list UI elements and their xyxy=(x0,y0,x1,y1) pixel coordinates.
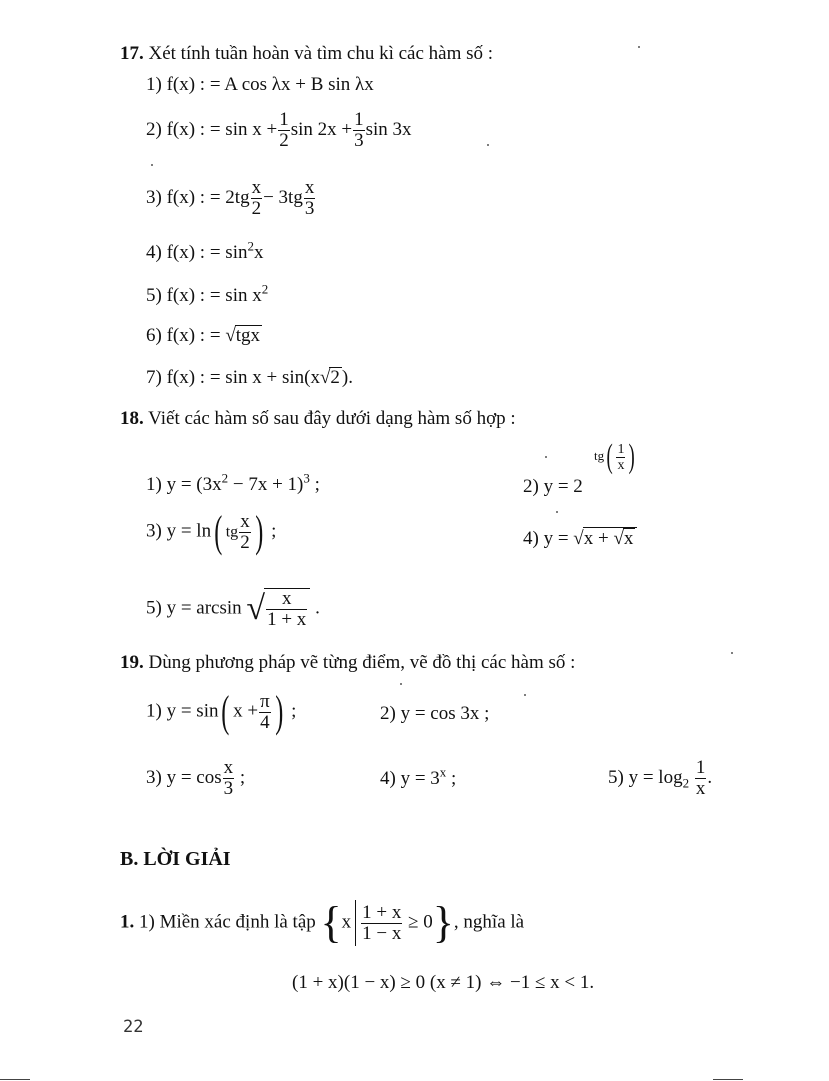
p19-item-4 xyxy=(380,764,457,790)
exponent-group xyxy=(594,440,638,474)
solution-1 xyxy=(120,900,524,946)
fraction xyxy=(223,758,235,799)
formula-rhs: A cos λx + B sin λx xyxy=(224,74,374,95)
formula-part: y = log xyxy=(628,766,683,788)
item-number: 3) xyxy=(146,766,162,788)
fraction-denominator: 1 − x xyxy=(362,922,402,944)
problem-number: 18. xyxy=(120,408,144,429)
formula-part: − 7x + 1) xyxy=(232,474,304,495)
item-number: 2) xyxy=(380,703,396,724)
scan-speck xyxy=(545,456,547,458)
formula-lhs: f(x) : = sin x xyxy=(166,285,262,306)
fraction-numerator: x xyxy=(251,177,262,198)
fraction-numerator: 1 xyxy=(354,109,364,130)
fraction-numerator: x xyxy=(240,510,250,532)
fraction xyxy=(259,692,271,733)
sqrt-icon: √ xyxy=(613,528,624,549)
item-number: 1) xyxy=(146,74,162,95)
p17-item-3 xyxy=(146,178,316,219)
fraction-numerator: 1 xyxy=(279,109,289,130)
p17-item-5 xyxy=(146,281,269,307)
fraction-denominator: 1 + x xyxy=(267,609,307,630)
p17-item-1 xyxy=(146,74,374,96)
p17-item-4 xyxy=(146,238,264,264)
scan-speck xyxy=(731,652,733,654)
formula-part: y = arcsin xyxy=(166,597,242,619)
inequality: ≥ 0 xyxy=(408,911,433,933)
problem-title: Dùng phương pháp vẽ từng điểm, vẽ đồ thị các hàm số : xyxy=(148,652,576,673)
formula-tail: x xyxy=(253,242,264,263)
item-number: 5) xyxy=(146,597,162,619)
p18-item-4 xyxy=(523,527,637,550)
problem-title: Xét tính tuần hoàn và tìm chu kì các hàm số : xyxy=(148,43,494,64)
item-number: 3) xyxy=(146,186,162,208)
problem-17-heading xyxy=(120,43,493,65)
set-bar xyxy=(355,900,356,946)
fraction-numerator: x xyxy=(304,177,315,198)
formula-tail: ). xyxy=(341,367,353,388)
radicand-part: x + xyxy=(583,528,609,549)
item-number: 3) xyxy=(146,520,162,542)
formula-part: ; xyxy=(239,766,246,788)
right-brace-icon: } xyxy=(432,898,454,947)
exponent: 2 xyxy=(221,470,229,486)
p19-item-2 xyxy=(380,703,489,725)
item-number: 1) xyxy=(146,700,162,722)
formula-part: ; xyxy=(451,768,457,789)
radicand: tgx xyxy=(235,325,261,346)
exponent: 2 xyxy=(261,281,269,297)
p19-item-1 xyxy=(146,687,297,736)
radicand: 2 xyxy=(330,367,340,388)
fraction-denominator: 2 xyxy=(279,130,289,151)
formula-lhs: f(x) : = sin x + xyxy=(166,118,278,140)
item-number: 2) xyxy=(146,118,162,140)
subscript: 2 xyxy=(682,775,690,791)
formula-part: ; xyxy=(484,703,490,724)
formula-lhs: f(x) : = sin x + sin(x xyxy=(166,367,320,388)
fraction-numerator: 1 xyxy=(695,757,706,778)
fraction-denominator: 3 xyxy=(223,778,234,799)
scan-speck xyxy=(400,683,402,685)
section-heading: B. LỜI GIẢI xyxy=(120,848,231,870)
formula-part: . xyxy=(707,766,713,788)
scan-edge xyxy=(713,1079,743,1080)
formula-middle: − 3tg xyxy=(263,186,303,208)
formula-lhs: f(x) : = xyxy=(166,74,221,95)
formula-part: ; xyxy=(309,474,320,495)
item-number: 5) xyxy=(146,285,162,306)
solution-text: 1) Miền xác định là tập xyxy=(139,911,316,933)
fraction xyxy=(251,178,263,219)
right-paren-icon: ) xyxy=(254,507,264,556)
formula-tail: sin 3x xyxy=(365,118,412,140)
left-paren-icon: ( xyxy=(214,507,223,556)
sqrt-icon: √ xyxy=(319,367,331,388)
p17-item-7 xyxy=(146,367,353,389)
left-brace-icon: { xyxy=(320,898,342,947)
right-paren-icon: ) xyxy=(274,687,284,736)
formula-part: ; xyxy=(291,700,297,722)
formula-middle: sin 2x + xyxy=(290,118,353,140)
page-number: 22 xyxy=(123,1017,144,1037)
p18-item-5 xyxy=(146,588,320,630)
solution-1-line2: (1 + x)(1 − x) ≥ 0 (x ≠ 1) ⇔ −1 ≤ x < 1. xyxy=(292,972,595,993)
formula-lhs: f(x) : = 2tg xyxy=(166,186,250,208)
fraction-denominator: 4 xyxy=(260,711,270,733)
p17-item-2 xyxy=(146,110,412,151)
fraction-denominator: x xyxy=(695,778,706,799)
formula-part: ; xyxy=(271,520,277,542)
formula-part: y = xyxy=(543,528,569,549)
left-paren-icon: ( xyxy=(221,687,230,736)
formula-part: y = 3 xyxy=(400,768,440,789)
fraction xyxy=(353,110,365,151)
set-variable: x xyxy=(341,911,352,933)
formula-part: y = sin xyxy=(166,700,219,722)
fraction-numerator: 1 + x xyxy=(362,901,402,923)
formula-part: . xyxy=(315,597,320,619)
fraction xyxy=(239,512,251,553)
formula-part: y = cos 3x xyxy=(400,703,480,724)
formula-lhs: f(x) : = xyxy=(166,325,221,346)
solution-text: , nghĩa là xyxy=(453,911,525,933)
fraction xyxy=(266,589,307,630)
exponent: 2 xyxy=(247,238,254,254)
problem-18-heading xyxy=(120,408,516,430)
fraction-denominator: x xyxy=(617,457,625,473)
fraction xyxy=(695,758,707,799)
fraction-denominator: 3 xyxy=(304,198,315,219)
exponent: x xyxy=(439,764,447,780)
scan-speck xyxy=(638,46,640,48)
fraction xyxy=(304,178,316,219)
formula-part: x + xyxy=(233,700,259,722)
item-number: 4) xyxy=(380,768,396,789)
formula-lhs: f(x) : = sin xyxy=(166,242,248,263)
fraction-numerator: x xyxy=(281,588,292,609)
fraction xyxy=(616,442,625,473)
fraction-numerator: 1 xyxy=(617,441,625,457)
p19-item-5 xyxy=(608,758,712,799)
scan-speck xyxy=(524,694,526,696)
item-number: 7) xyxy=(146,367,162,388)
p18-item-1 xyxy=(146,470,320,496)
tg-label: tg xyxy=(594,447,605,463)
problem-19-heading xyxy=(120,652,575,674)
p18-item-3 xyxy=(146,507,277,556)
scan-speck xyxy=(151,164,153,166)
sqrt-icon: √ xyxy=(225,325,236,346)
scan-speck xyxy=(556,511,558,513)
item-number: 4) xyxy=(146,242,162,263)
fraction-numerator: x xyxy=(223,757,234,778)
right-paren-icon: ) xyxy=(629,438,636,475)
sqrt-icon: √ xyxy=(246,590,266,627)
formula-part: y = (3x xyxy=(166,474,222,495)
radicand-part: x xyxy=(623,528,634,549)
item-number: 1) xyxy=(146,474,162,495)
formula-part: y = 2 xyxy=(543,476,583,497)
left-paren-icon: ( xyxy=(606,438,613,475)
radicand xyxy=(264,588,310,630)
p17-item-6 xyxy=(146,325,262,347)
scan-speck xyxy=(487,144,489,146)
sqrt-icon: √ xyxy=(573,528,584,549)
exponent: 3 xyxy=(303,470,310,486)
fraction xyxy=(361,903,402,944)
scan-edge xyxy=(0,1079,30,1080)
item-number: 5) xyxy=(608,766,624,788)
problem-number: 17. xyxy=(120,43,144,64)
fraction-denominator: 2 xyxy=(251,198,262,219)
tg-label: tg xyxy=(225,523,239,541)
problem-number: 19. xyxy=(120,652,144,673)
item-number: 4) xyxy=(523,528,539,549)
fraction-denominator: 3 xyxy=(354,130,364,151)
fraction-numerator: π xyxy=(260,690,270,712)
problem-title: Viết các hàm số sau đây dưới dạng hàm số hợp : xyxy=(148,408,516,429)
formula-part: y = cos xyxy=(166,766,222,788)
fraction-denominator: 2 xyxy=(240,531,250,553)
problem-number: 1. xyxy=(120,911,135,933)
item-number: 2) xyxy=(523,476,539,497)
radicand xyxy=(583,527,638,549)
p19-item-3 xyxy=(146,758,245,799)
fraction xyxy=(278,110,290,151)
item-number: 6) xyxy=(146,325,162,346)
formula-part: y = ln xyxy=(166,520,212,542)
